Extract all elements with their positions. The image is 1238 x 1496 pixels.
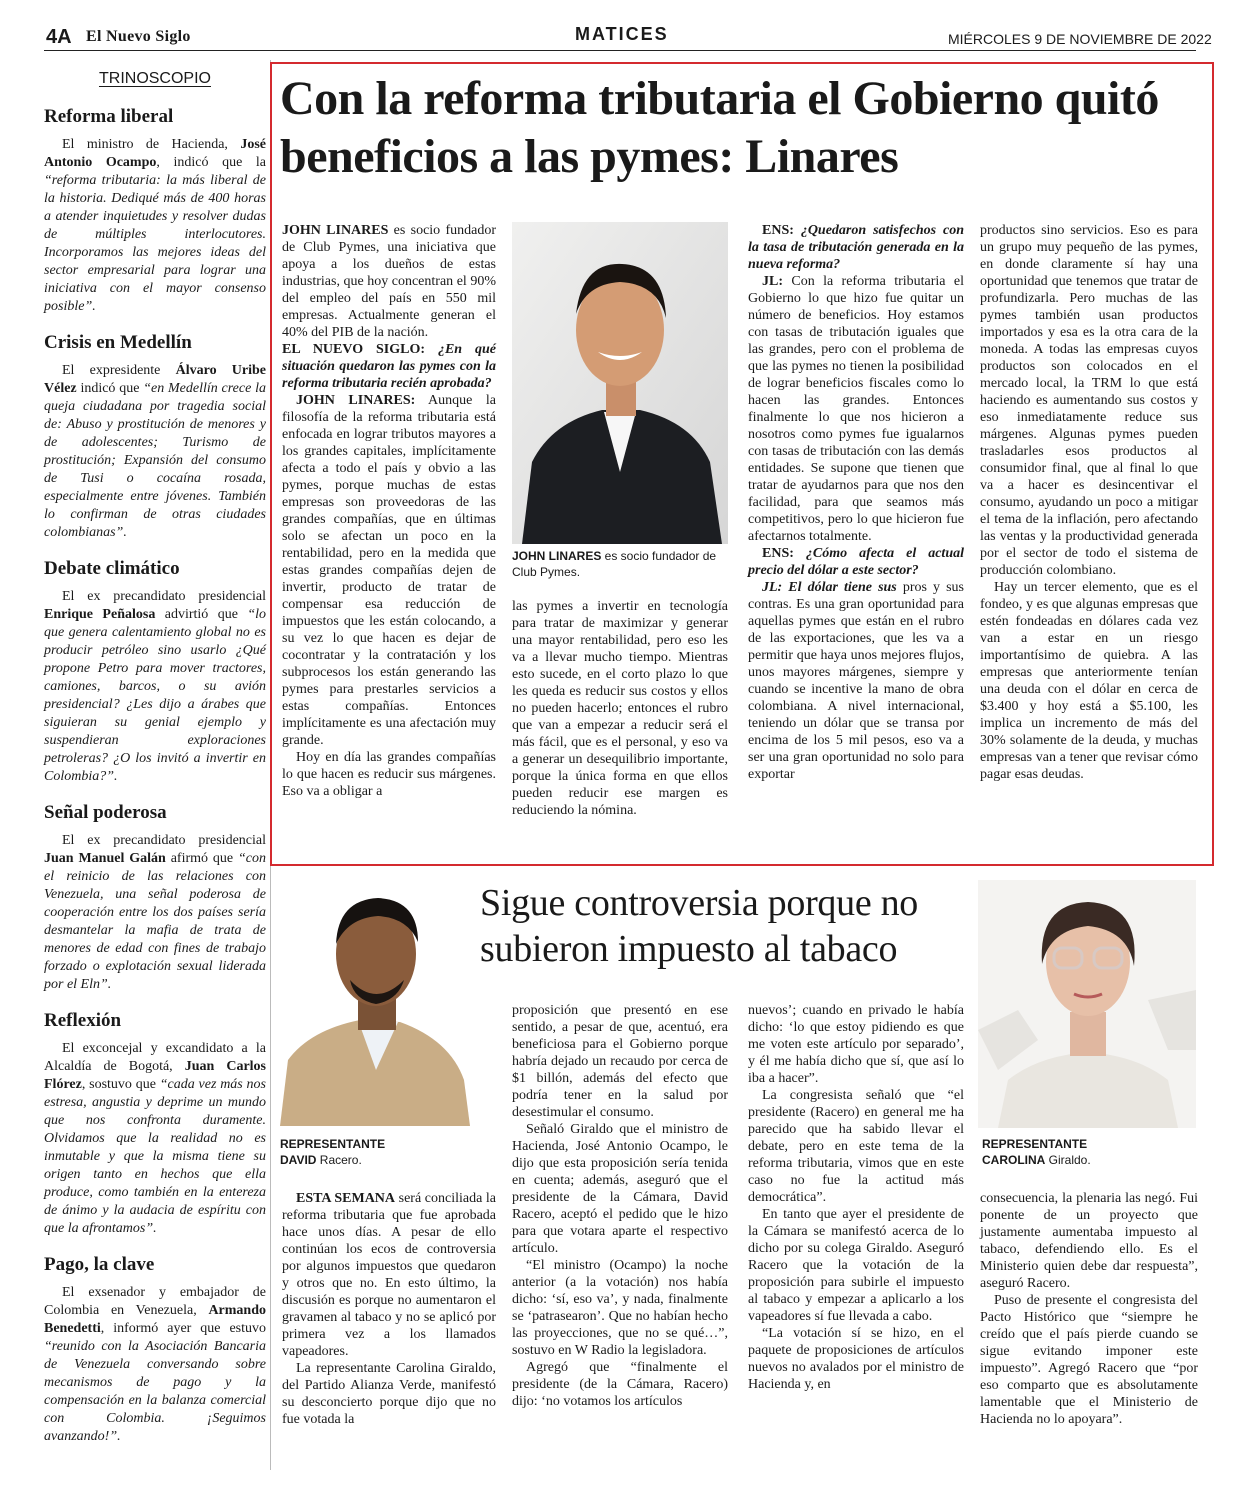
page-number: 4A (46, 26, 72, 48)
sidebar-item-body (44, 588, 266, 786)
article2-column-3 (748, 1002, 964, 1393)
portrait-image (512, 222, 728, 544)
lead-text: El ex precandidato presidencial (62, 589, 266, 604)
caption-text: Giraldo. (1045, 1153, 1091, 1167)
paragraph: productos sino servicios. Eso es para un grupo muy pequeño de las pymes, en donde claramente sí hay una oportunidad que tenemos que tratar de profundizarla. Pero muchas de las pymes también usan productos importados y esa es la otra cara de la moneda. A todas las empresas cuyos productos son colocados en el mercado local, la TRM lo que está haciendo es aumentando sus costos y eso inmediatamente reduce sus márgenes. Algunas pymes pueden trasladarles esos productos al consumidor final, que al final lo que va a hacer es desincentivar el consumo, ayudando un poco a mitigar el tema de la inflación, pero afectando las ventas y la productividad generada por el sector de todo el sistema de producción colombiano. (980, 223, 1198, 578)
article-column-3 (748, 222, 964, 783)
issue-date: MIÉRCOLES 9 DE NOVIEMBRE DE 2022 (948, 31, 1212, 47)
carolina-giraldo-photo (978, 880, 1196, 1128)
verb-text: , sostuvo que (81, 1077, 160, 1092)
interviewer-label: ENS: (762, 546, 806, 561)
question (282, 341, 496, 392)
question (748, 545, 964, 579)
lead-text: El expresidente (62, 363, 176, 378)
lead-text: ESTA SEMANA (296, 1191, 396, 1206)
article-column-4 (980, 222, 1198, 783)
caption-name: CAROLINA (982, 1153, 1046, 1167)
verb-text: afirmó que (165, 851, 239, 866)
quote-text: “reunido con la Asociación Bancaria de Venezuela conversando sobre mecanismos de pago y la compensación en la balanza comercial con Colombia. ¡Seguimos avanzando!”. (44, 1339, 266, 1444)
sidebar-item-heading: Crisis en Medellín (44, 332, 192, 353)
paragraph: proposición que presentó en ese sentido, a pesar de que, acentuó, era beneficiosa para el Gobierno porque habría dejado un recaudo por cerca de $1 billón, además del efecto que podría tener en la salud por desestimular el consumo. (512, 1003, 728, 1120)
paragraph-text: será conciliada la reforma tributaria que fue aprobada hace unos días. A pesar de ello continúan los ecos de controversia por algunos impuestos que quedaron y otros que no. En esto último, la discusión es porque no aumentaron el gravamen al tabaco y no se aplicó por primera vez a los llamados vapeadores. (282, 1191, 496, 1359)
quote-text: “en Medellín crece la queja ciudadana por tragedia social de: Abuso y prostitución de menores y de adolescentes; Turismo de prostitución; Expansión del consumo de Tusi o cocaína rosada, especialmente entre jóvenes. También lo confirman de otras ciudades colombianas”. (44, 381, 266, 540)
person-name: Álvaro Uribe Vélez (44, 363, 266, 396)
caption-label: REPRESENTANTE (982, 1137, 1088, 1151)
sidebar-item-heading: Reflexión (44, 1010, 122, 1031)
sidebar-item (44, 106, 266, 316)
answer (748, 273, 964, 545)
trinoscopio-sidebar (44, 60, 266, 1462)
paragraph: Señaló Giraldo que el ministro de Hacienda, José Antonio Ocampo, le dijo que esta proposición sería tenida en cuenta; además, aseguró que el presidente de la Cámara, David Racero, aceptó el pedido que le hizo para que votara aparte el respectivo artículo. (512, 1122, 728, 1256)
person-name: Juan Carlos Flórez (44, 1059, 266, 1092)
masthead: El Nuevo Siglo (86, 28, 191, 45)
answer-text: Con la reforma tributaria el Gobierno lo que hizo fue quitar un número de beneficios. Hoy estamos con tasas de tributación iguales que las grandes, pero con el problema de que las pymes no tienen la posibilidad de lograr beneficios fiscales como lo hacen las grandes. Entonces finalmente lo que nos hicieron a nosotros como pymes fue igualarnos con tasas de tributación con las demás entidades. Se supone que tienen que tratar de ayudarnos para que nos den facilidad, para que seamos más competitivos, pero lo que hicieron fue afectarnos totalmente. (748, 274, 964, 544)
paragraph: Hoy en día las grandes compañías lo que hacen es reducir sus márgenes. Eso va a obligar a (282, 750, 496, 799)
question-text: ¿En qué situación quedaron las pymes con la reforma tributaria recién aprobada? (282, 342, 496, 391)
caption-text: Racero. (316, 1153, 362, 1167)
article-column-1 (282, 222, 496, 800)
answer (282, 392, 496, 749)
answer-text: pros y sus contras. Es una gran oportunidad para aquellas pymes que están en el rubro de las exportaciones, que les va a permitir que haya unos mejores flujos, unos mayores márgenes, siempre y cuando se incentive la mano de obra colombiana. A nivel internacional, teniendo un dólar que se transa por encima de los 5 mil pesos, eso va a ser una gran oportunidad no solo para exportar (748, 580, 964, 782)
article-column-2 (512, 598, 728, 819)
quote-text: “lo que genera calentamiento global no es producir petróleo sino usarlo ¿Qué propone Petro para mover tractores, camiones, barcos, o su avión presidencial? ¿Les dijo a árabes que siguieran su genial ejemplo y suspendieran exploraciones petroleras? ¿O los invitó a invertir en Colombia?”. (44, 607, 267, 784)
verb-text: indicó que (76, 381, 144, 396)
paragraph: En tanto que ayer el presidente de la Cámara se manifestó acerca de lo dicho por su colega Giraldo. Aseguró Racero que la votación de la proposición para subirle el impuesto al tabaco y empezar a aplicarlo a los vapeadores sí fue llevada a cabo. (748, 1207, 964, 1324)
sidebar-item-body (44, 362, 266, 542)
person-name: Armando Benedetti (44, 1303, 266, 1336)
question-text: ¿Quedaron satisfechos con la tasa de tributación generada en la nueva reforma? (748, 223, 964, 272)
sidebar-item-heading: Reforma liberal (44, 106, 174, 127)
sidebar-item-body (44, 1284, 266, 1446)
person-name: Enrique Peñalosa (44, 607, 156, 622)
paragraph: “El ministro (Ocampo) la noche anterior (a la votación) nos había dicho: ‘sí, eso va’, y nada, finalmente se ‘patrasearon’. Que no habían hecho las proyecciones, que no se qué…”, sostuvo en W Radio la legisladora. (512, 1258, 728, 1358)
caption-label: REPRESENTANTE (280, 1137, 386, 1151)
paragraph: Puso de presente el congresista del Pacto Histórico que “siempre he creído que el país pierde cuando se sigue evitando imponer este impuesto”. Agregó Racero que “por eso comparto que es absolutamente lamentable que el Ministerio de Hacienda no lo apoyara”. (980, 1293, 1198, 1427)
interviewee-label: JL: (762, 274, 783, 289)
caption-text: es socio fundador de Club Pymes. (512, 549, 717, 579)
sidebar-item (44, 1010, 266, 1238)
sidebar-item-body (44, 832, 266, 994)
paragraph: “La votación sí se hizo, en el paquete de proposiciones de artículos nuevos no avalados por el ministro de Hacienda y, en (748, 1326, 964, 1392)
sidebar-item (44, 1254, 266, 1446)
verb-text: advirtió que (155, 607, 248, 622)
article2-column-4 (980, 1190, 1198, 1428)
caption-name: DAVID (280, 1153, 317, 1167)
verb-text: , indicó que la (156, 155, 266, 170)
lead-text: El exconcejal y excandidato a la Alcaldía de Bogotá, (44, 1041, 266, 1074)
question-text: ¿Cómo afecta el actual precio del dólar a este sector? (748, 546, 964, 578)
lead-text: El ministro de Hacienda, (62, 137, 241, 152)
sidebar-item-heading: Señal poderosa (44, 802, 167, 823)
interviewee-label: JOHN LINARES: (296, 393, 416, 408)
john-linares-photo (512, 222, 728, 544)
sidebar-item (44, 332, 266, 542)
sidebar-item-heading: Debate climático (44, 558, 180, 579)
section-title: MATICES (575, 24, 669, 44)
verb-text: , informó ayer que estuvo (100, 1321, 266, 1336)
interviewee-label: JL: El dólar tiene sus (762, 580, 897, 595)
photo-caption (982, 1136, 1192, 1168)
interviewer-label: ENS: (762, 223, 801, 238)
portrait-image (280, 880, 470, 1126)
sidebar-item-heading: Pago, la clave (44, 1254, 155, 1275)
intro-paragraph (282, 222, 496, 341)
portrait-image (978, 880, 1196, 1128)
sidebar-item (44, 558, 266, 786)
answer-text: Aunque la filosofía de la reforma tributaria está enfocada en lograr tributos mayores a los grandes capitales, implícitamente afecta a todo el país y obvio a las pymes, porque muchas de estas empresas son proveedoras de las grandes compañías, que en últimas solo se afectan un poco en la rentabilidad, pero en la medida que estas grandes compañías dejen de invertir, producto de tratar de compensar esa reducción de impuestos que les están colocando, a su vez lo que hacen es dejar de cocontratar y la contratación y los subprocesos los están generando las pymes para prestarles servicios a estas compañías. Entonces implícitamente es una afectación muy grande. (282, 393, 496, 748)
sidebar-item-body (44, 1040, 266, 1238)
article-headline: Sigue controversia porque no subieron impuesto al tabaco (480, 882, 918, 970)
quote-text: “cada vez más nos estresa, angustia y deprime un mundo que nos confronta duramente. Olvidamos que la realidad no es inmutable y que la misma tiene su origen tanto en hechos que ella produce, como también en la entereza de ánimo y la audacia de espíritu con que la afrontamos”. (44, 1077, 267, 1236)
question (748, 222, 964, 273)
paragraph: consecuencia, la plenaria las negó. Fui ponente de un proyecto que justamente aumentaba impuesto al tabaco, defendiendo ello. Es el Ministerio quien debe dar respuesta”, aseguró Racero. (980, 1191, 1198, 1291)
quote-text: “reforma tributaria: la más liberal de la historia. Dediqué más de 400 horas a atender inquietudes y resolver dudas de múltiples interlocutores. Incorporamos las mejores ideas del sector empresarial para lograr una iniciativa con el mayor consenso posible”. (44, 173, 266, 314)
person-name: José Antonio Ocampo (44, 137, 266, 170)
person-name: Juan Manuel Galán (44, 851, 166, 866)
interviewer-label: EL NUEVO SIGLO: (282, 342, 438, 357)
paragraph: Hay un tercer elemento, que es el fondeo, y es que algunas empresas que estén fondeadas en dólares cada vez van a estar en un riesgo importantísimo de quiebra. A las empresas que anteriormente tenían una deuda con el dólar en cerca de $3.400 y hoy está a $5.100, les implica un incremento de más del 30% solamente de la deuda, y muchas empresas van a tener que revisar cómo pagar esas deudas. (980, 580, 1198, 782)
paragraph: La representante Carolina Giraldo, del Partido Alianza Verde, manifestó su desconcierto porque dijo que no fue votada la (282, 1361, 496, 1427)
paragraph: las pymes a invertir en tecnología para tratar de maximizar y generar una mayor rentabilidad, pero eso les va a llevar mucho tiempo. Mientras esto sucede, en el corto plazo lo que les queda es reducir sus costos y ellos no pueden hacerlo; entonces el rubro que van a empezar a reducir será el más fácil, que es el personal, y eso va a generar un desequilibrio importante, porque la única forma en que ellos pueden reducir ese margen es reduciendo la nómina. (512, 599, 728, 818)
article2-column-2 (512, 1002, 728, 1410)
sidebar-title: TRINOSCOPIO (98, 70, 211, 87)
header-rule (44, 50, 1196, 51)
article2-column-1 (282, 1190, 496, 1428)
paragraph: Agregó que “finalmente el presidente (de la Cámara, Racero) dijo: ‘no votamos los artículos (512, 1360, 728, 1409)
photo-caption (280, 1136, 470, 1168)
paragraph: nuevos’; cuando en privado le había dicho: ‘lo que estoy pidiendo es que me voten este artículo por separado’, y él me había dicho que sí, que así lo iba a hacer”. (748, 1003, 964, 1086)
lead-name: JOHN LINARES (282, 223, 389, 238)
intro-paragraph (282, 1190, 496, 1360)
sidebar-item (44, 802, 266, 994)
answer (748, 579, 964, 783)
david-racero-photo (280, 880, 470, 1126)
photo-caption (512, 548, 728, 580)
quote-text: “con el reinicio de las relaciones con Venezuela, una señal poderosa de cooperación entre los dos países sería desmantelar la mafia de trata de menores de edad con fines de trabajo forzado o explotación sexual liderada por el Eln”. (44, 851, 267, 992)
paragraph: La congresista señaló que “el presidente (Racero) en general me ha parecido que ha sabido llevar el debate, pero en este tema de la reforma tributaria, vimos que en este caso no fue la actitud más democrática”. (748, 1088, 964, 1205)
paragraph-text: es socio fundador de Club Pymes, una iniciativa que apoya a los dueños de estas industrias, que hoy concentran el 90% del empleo del país en 550 mil empresas. Actualmente generan el 40% del PIB de la nación. (282, 223, 496, 340)
caption-name: JOHN LINARES (512, 549, 602, 563)
lead-text: El ex precandidato presidencial (62, 833, 266, 848)
sidebar-item-body (44, 136, 266, 316)
article-headline: Con la reforma tributaria el Gobierno quitó beneficios a las pymes: Linares (280, 72, 1159, 183)
lead-text: El exsenador y embajador de Colombia en Venezuela, (44, 1285, 266, 1318)
